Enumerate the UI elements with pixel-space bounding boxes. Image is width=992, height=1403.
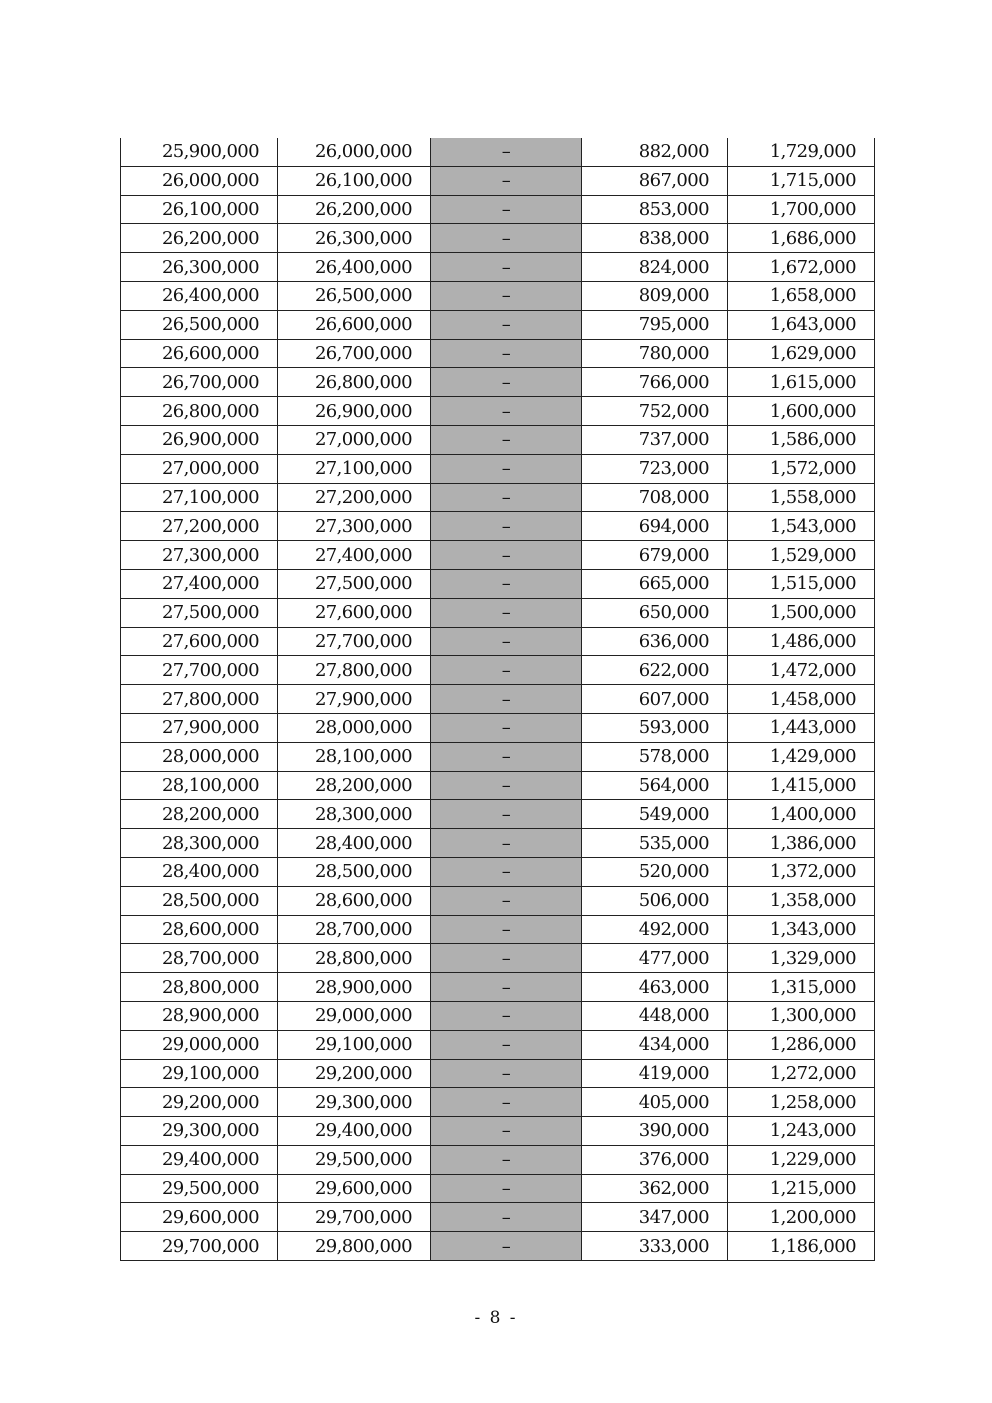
- table-cell: 28,200,000: [121, 800, 278, 829]
- table-cell: 1,615,000: [728, 368, 875, 397]
- table-cell: 29,700,000: [121, 1232, 278, 1261]
- table-row: [121, 685, 875, 714]
- table-cell: 853,000: [582, 195, 728, 224]
- table-cell: 26,400,000: [121, 281, 278, 310]
- table-cell: –: [431, 742, 582, 771]
- table-cell: –: [431, 1174, 582, 1203]
- tax-table: [120, 138, 875, 1261]
- table-row: [121, 857, 875, 886]
- table-cell: 1,443,000: [728, 713, 875, 742]
- table-cell: 28,600,000: [278, 886, 431, 915]
- table-cell: –: [431, 224, 582, 253]
- table-cell: 27,500,000: [121, 598, 278, 627]
- table-cell: 1,515,000: [728, 569, 875, 598]
- table-cell: 694,000: [582, 512, 728, 541]
- table-cell: –: [431, 138, 582, 166]
- table-cell: 1,500,000: [728, 598, 875, 627]
- table-cell: 1,486,000: [728, 627, 875, 656]
- table-cell: 665,000: [582, 569, 728, 598]
- page-number: - 8 -: [474, 1308, 518, 1328]
- table-cell: 27,300,000: [278, 512, 431, 541]
- table-cell: 28,300,000: [121, 829, 278, 858]
- table-cell: –: [431, 1117, 582, 1146]
- table-cell: 28,300,000: [278, 800, 431, 829]
- table-cell: 27,700,000: [121, 656, 278, 685]
- table-cell: 29,400,000: [278, 1117, 431, 1146]
- table-cell: 26,000,000: [278, 138, 431, 166]
- table-row: [121, 224, 875, 253]
- table-cell: –: [431, 800, 582, 829]
- table-cell: –: [431, 627, 582, 656]
- table-cell: –: [431, 1203, 582, 1232]
- table-row: [121, 1117, 875, 1146]
- table-row: [121, 1145, 875, 1174]
- table-cell: 477,000: [582, 944, 728, 973]
- table-cell: –: [431, 915, 582, 944]
- table-cell: 1,686,000: [728, 224, 875, 253]
- table-cell: 27,900,000: [121, 713, 278, 742]
- table-cell: –: [431, 541, 582, 570]
- table-cell: 28,100,000: [121, 771, 278, 800]
- table-cell: 1,472,000: [728, 656, 875, 685]
- table-cell: 737,000: [582, 425, 728, 454]
- table-row: [121, 1203, 875, 1232]
- table-cell: 28,900,000: [121, 1001, 278, 1030]
- table-cell: 1,429,000: [728, 742, 875, 771]
- table-cell: 27,500,000: [278, 569, 431, 598]
- table-cell: 27,800,000: [121, 685, 278, 714]
- table-cell: 1,700,000: [728, 195, 875, 224]
- table-cell: –: [431, 1232, 582, 1261]
- table-cell: 1,458,000: [728, 685, 875, 714]
- table-cell: 405,000: [582, 1088, 728, 1117]
- table-cell: –: [431, 771, 582, 800]
- table-cell: –: [431, 483, 582, 512]
- table-row: [121, 569, 875, 598]
- table-cell: –: [431, 1059, 582, 1088]
- table-cell: 752,000: [582, 397, 728, 426]
- table-row: [121, 627, 875, 656]
- table-cell: 390,000: [582, 1117, 728, 1146]
- table-cell: 26,600,000: [121, 339, 278, 368]
- table-row: [121, 454, 875, 483]
- table-cell: 26,200,000: [278, 195, 431, 224]
- table-cell: 25,900,000: [121, 138, 278, 166]
- table-cell: 27,600,000: [121, 627, 278, 656]
- table-cell: 28,500,000: [121, 886, 278, 915]
- table-cell: 29,600,000: [121, 1203, 278, 1232]
- table-row: [121, 742, 875, 771]
- table-row: [121, 886, 875, 915]
- table-row: [121, 281, 875, 310]
- table-cell: 766,000: [582, 368, 728, 397]
- table-cell: –: [431, 857, 582, 886]
- table-cell: 26,700,000: [121, 368, 278, 397]
- table-cell: 28,500,000: [278, 857, 431, 886]
- table-cell: 29,600,000: [278, 1174, 431, 1203]
- table-cell: –: [431, 454, 582, 483]
- table-cell: 1,343,000: [728, 915, 875, 944]
- table-cell: 28,400,000: [278, 829, 431, 858]
- table-cell: –: [431, 829, 582, 858]
- table-cell: 1,186,000: [728, 1232, 875, 1261]
- table-cell: 535,000: [582, 829, 728, 858]
- table-cell: 1,386,000: [728, 829, 875, 858]
- table-cell: –: [431, 685, 582, 714]
- table-row: [121, 339, 875, 368]
- table-row: [121, 973, 875, 1002]
- table-cell: 448,000: [582, 1001, 728, 1030]
- table-cell: 1,372,000: [728, 857, 875, 886]
- table-cell: 578,000: [582, 742, 728, 771]
- table-cell: –: [431, 1001, 582, 1030]
- table-row: [121, 1174, 875, 1203]
- table-cell: 1,200,000: [728, 1203, 875, 1232]
- table-cell: –: [431, 656, 582, 685]
- table-cell: 1,629,000: [728, 339, 875, 368]
- table-cell: 1,672,000: [728, 253, 875, 282]
- table-cell: –: [431, 886, 582, 915]
- table-row: [121, 166, 875, 195]
- table-cell: 679,000: [582, 541, 728, 570]
- table-row: [121, 512, 875, 541]
- table-cell: 27,300,000: [121, 541, 278, 570]
- table-cell: 1,415,000: [728, 771, 875, 800]
- table-row: [121, 1030, 875, 1059]
- table-cell: 362,000: [582, 1174, 728, 1203]
- table-cell: 1,543,000: [728, 512, 875, 541]
- table-cell: 1,229,000: [728, 1145, 875, 1174]
- table-cell: 26,100,000: [121, 195, 278, 224]
- table-cell: 29,200,000: [278, 1059, 431, 1088]
- table-cell: 26,400,000: [278, 253, 431, 282]
- table-cell: 26,800,000: [278, 368, 431, 397]
- table-cell: 780,000: [582, 339, 728, 368]
- table-cell: 593,000: [582, 713, 728, 742]
- table-cell: 26,900,000: [278, 397, 431, 426]
- table-cell: 29,100,000: [121, 1059, 278, 1088]
- table-cell: 882,000: [582, 138, 728, 166]
- table-row: [121, 1088, 875, 1117]
- table-cell: 26,800,000: [121, 397, 278, 426]
- table-cell: –: [431, 281, 582, 310]
- table-cell: –: [431, 368, 582, 397]
- table-cell: 1,243,000: [728, 1117, 875, 1146]
- table-row: [121, 310, 875, 339]
- table-cell: 723,000: [582, 454, 728, 483]
- table-cell: 27,800,000: [278, 656, 431, 685]
- table-cell: 28,600,000: [121, 915, 278, 944]
- table-cell: 28,800,000: [121, 973, 278, 1002]
- table-row: [121, 195, 875, 224]
- table-cell: 29,100,000: [278, 1030, 431, 1059]
- table-cell: 26,300,000: [278, 224, 431, 253]
- table-cell: 27,200,000: [278, 483, 431, 512]
- table-cell: 1,715,000: [728, 166, 875, 195]
- table-cell: 29,700,000: [278, 1203, 431, 1232]
- table-cell: 838,000: [582, 224, 728, 253]
- table-cell: 333,000: [582, 1232, 728, 1261]
- table-cell: 650,000: [582, 598, 728, 627]
- table-row: [121, 1232, 875, 1261]
- table-cell: 824,000: [582, 253, 728, 282]
- table-cell: 27,600,000: [278, 598, 431, 627]
- table-cell: –: [431, 339, 582, 368]
- table-row: [121, 483, 875, 512]
- table-row: [121, 915, 875, 944]
- table-cell: 26,000,000: [121, 166, 278, 195]
- table-cell: 1,558,000: [728, 483, 875, 512]
- table-cell: –: [431, 973, 582, 1002]
- table-cell: 1,329,000: [728, 944, 875, 973]
- table-cell: 1,400,000: [728, 800, 875, 829]
- table-cell: 29,300,000: [278, 1088, 431, 1117]
- table-row: [121, 800, 875, 829]
- table-cell: 434,000: [582, 1030, 728, 1059]
- table-cell: –: [431, 397, 582, 426]
- table-cell: 27,100,000: [121, 483, 278, 512]
- table-cell: 622,000: [582, 656, 728, 685]
- table-cell: 1,658,000: [728, 281, 875, 310]
- table-cell: 1,529,000: [728, 541, 875, 570]
- table-row: [121, 656, 875, 685]
- table-cell: 26,300,000: [121, 253, 278, 282]
- table-cell: 28,700,000: [121, 944, 278, 973]
- table-cell: –: [431, 512, 582, 541]
- table-cell: –: [431, 1030, 582, 1059]
- table-cell: 29,400,000: [121, 1145, 278, 1174]
- table-row: [121, 771, 875, 800]
- table-cell: 28,200,000: [278, 771, 431, 800]
- table-cell: –: [431, 310, 582, 339]
- table-row: [121, 713, 875, 742]
- table-cell: 1,643,000: [728, 310, 875, 339]
- table-cell: 376,000: [582, 1145, 728, 1174]
- table-cell: 28,900,000: [278, 973, 431, 1002]
- table-cell: 1,600,000: [728, 397, 875, 426]
- table-cell: 28,800,000: [278, 944, 431, 973]
- table-cell: –: [431, 425, 582, 454]
- table-cell: 607,000: [582, 685, 728, 714]
- table-cell: –: [431, 166, 582, 195]
- table-row: [121, 138, 875, 166]
- table-row: [121, 425, 875, 454]
- table-cell: 506,000: [582, 886, 728, 915]
- table-cell: 549,000: [582, 800, 728, 829]
- table-row: [121, 368, 875, 397]
- table-cell: 29,200,000: [121, 1088, 278, 1117]
- table-cell: 28,400,000: [121, 857, 278, 886]
- table-cell: 809,000: [582, 281, 728, 310]
- table-cell: 29,500,000: [121, 1174, 278, 1203]
- table-cell: 1,258,000: [728, 1088, 875, 1117]
- table-cell: 419,000: [582, 1059, 728, 1088]
- table-cell: –: [431, 944, 582, 973]
- table-cell: 26,500,000: [278, 281, 431, 310]
- table-cell: 29,800,000: [278, 1232, 431, 1261]
- table-cell: 26,600,000: [278, 310, 431, 339]
- table-cell: 1,286,000: [728, 1030, 875, 1059]
- table-body: [121, 138, 875, 1261]
- table-cell: –: [431, 713, 582, 742]
- table-cell: 463,000: [582, 973, 728, 1002]
- table-cell: 347,000: [582, 1203, 728, 1232]
- table-cell: 1,729,000: [728, 138, 875, 166]
- table-cell: 27,400,000: [121, 569, 278, 598]
- table-cell: –: [431, 1145, 582, 1174]
- table-cell: –: [431, 598, 582, 627]
- table-cell: 636,000: [582, 627, 728, 656]
- table-cell: 27,400,000: [278, 541, 431, 570]
- table-cell: 28,000,000: [278, 713, 431, 742]
- table-cell: 708,000: [582, 483, 728, 512]
- table-cell: –: [431, 569, 582, 598]
- table-cell: 29,000,000: [121, 1030, 278, 1059]
- table-cell: 29,300,000: [121, 1117, 278, 1146]
- table-cell: 26,200,000: [121, 224, 278, 253]
- table-cell: 27,100,000: [278, 454, 431, 483]
- table-cell: 29,000,000: [278, 1001, 431, 1030]
- table-cell: 564,000: [582, 771, 728, 800]
- table-cell: 26,700,000: [278, 339, 431, 368]
- table-cell: 867,000: [582, 166, 728, 195]
- table-row: [121, 1059, 875, 1088]
- table-cell: 27,900,000: [278, 685, 431, 714]
- table-row: [121, 1001, 875, 1030]
- table-cell: 27,200,000: [121, 512, 278, 541]
- table-cell: 28,000,000: [121, 742, 278, 771]
- table-cell: 795,000: [582, 310, 728, 339]
- table-row: [121, 829, 875, 858]
- table-cell: 1,358,000: [728, 886, 875, 915]
- table-row: [121, 598, 875, 627]
- table-row: [121, 944, 875, 973]
- table-row: [121, 397, 875, 426]
- table-cell: 520,000: [582, 857, 728, 886]
- table-cell: 1,315,000: [728, 973, 875, 1002]
- table-cell: 27,000,000: [121, 454, 278, 483]
- table-cell: –: [431, 195, 582, 224]
- table-cell: 1,272,000: [728, 1059, 875, 1088]
- table-cell: 492,000: [582, 915, 728, 944]
- table-cell: 1,215,000: [728, 1174, 875, 1203]
- table-cell: 28,700,000: [278, 915, 431, 944]
- table-row: [121, 253, 875, 282]
- table-cell: 27,000,000: [278, 425, 431, 454]
- table-cell: 26,500,000: [121, 310, 278, 339]
- table-cell: 29,500,000: [278, 1145, 431, 1174]
- table-cell: 1,586,000: [728, 425, 875, 454]
- table-cell: –: [431, 253, 582, 282]
- table-cell: 26,900,000: [121, 425, 278, 454]
- table-cell: 1,572,000: [728, 454, 875, 483]
- table-cell: 28,100,000: [278, 742, 431, 771]
- table-cell: 26,100,000: [278, 166, 431, 195]
- table-cell: 1,300,000: [728, 1001, 875, 1030]
- table-cell: 27,700,000: [278, 627, 431, 656]
- table-cell: –: [431, 1088, 582, 1117]
- table-row: [121, 541, 875, 570]
